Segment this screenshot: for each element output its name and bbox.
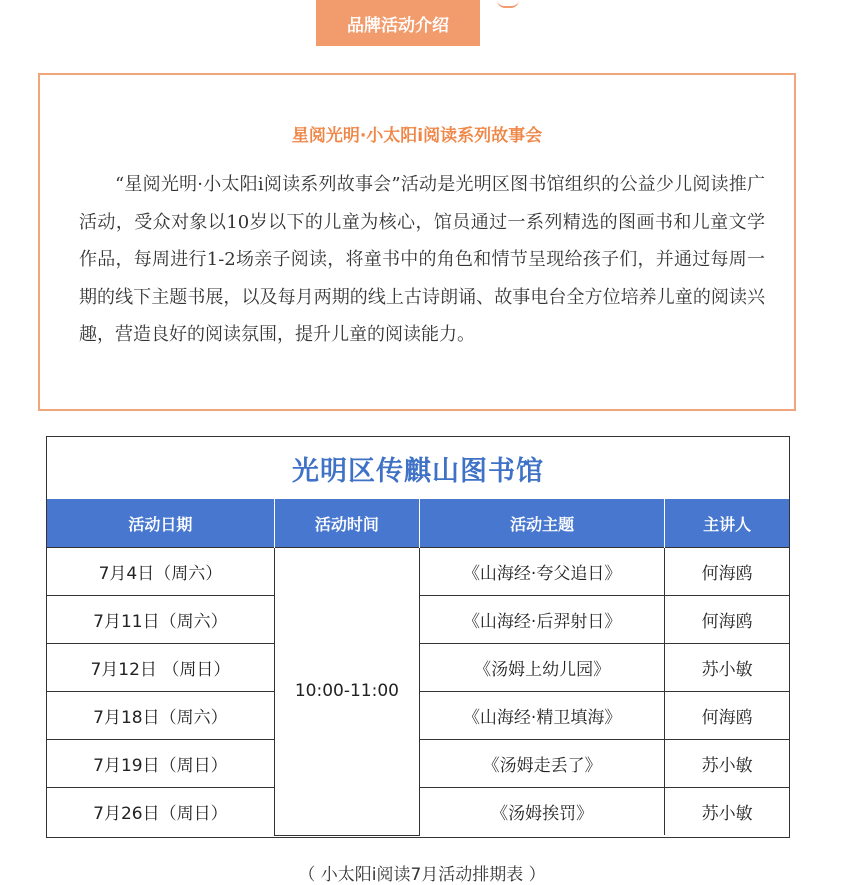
table-caption: （ 小太阳i阅读7月活动排期表 ） bbox=[298, 865, 546, 885]
schedule-table-panel bbox=[46, 436, 790, 838]
cell-theme: 《山海经·夸父追日》 bbox=[419, 548, 664, 596]
intro-box bbox=[38, 73, 796, 411]
decorative-swoosh bbox=[497, 0, 519, 8]
schedule-table bbox=[47, 499, 789, 836]
cell-speaker: 苏小敏 bbox=[665, 740, 789, 788]
column-header-time: 活动时间 bbox=[274, 499, 419, 548]
cell-speaker: 苏小敏 bbox=[665, 644, 789, 692]
cell-theme: 《汤姆挨罚》 bbox=[419, 788, 664, 836]
cell-date: 7月18日（周六） bbox=[47, 692, 274, 740]
cell-theme: 《山海经·精卫填海》 bbox=[419, 692, 664, 740]
cell-speaker: 苏小敏 bbox=[665, 788, 789, 836]
cell-theme: 《汤姆走丢了》 bbox=[419, 740, 664, 788]
table-header-row bbox=[47, 499, 789, 548]
cell-date: 7月4日（周六） bbox=[47, 548, 274, 596]
cell-speaker: 何海鸥 bbox=[665, 692, 789, 740]
cell-time-shared: 10:00-11:00 bbox=[274, 548, 419, 836]
cell-theme: 《汤姆上幼儿园》 bbox=[419, 644, 664, 692]
library-name: 光明区传麒山图书馆 bbox=[292, 455, 544, 487]
column-header-date: 活动日期 bbox=[47, 499, 274, 548]
intro-title: 星阅光明·小太阳i阅读系列故事会 bbox=[291, 126, 543, 146]
section-header-label: 品牌活动介绍 bbox=[316, 0, 480, 46]
cell-speaker: 何海鸥 bbox=[665, 596, 789, 644]
column-header-speaker: 主讲人 bbox=[665, 499, 789, 548]
cell-date: 7月12日 （周日） bbox=[47, 644, 274, 692]
table-row bbox=[47, 548, 789, 596]
cell-speaker: 何海鸥 bbox=[665, 548, 789, 596]
cell-date: 7月11日（周六） bbox=[47, 596, 274, 644]
cell-date: 7月19日（周日） bbox=[47, 740, 274, 788]
cell-theme: 《山海经·后羿射日》 bbox=[419, 596, 664, 644]
column-header-theme: 活动主题 bbox=[419, 499, 664, 548]
cell-date: 7月26日（周日） bbox=[47, 788, 274, 836]
intro-body: “星阅光明·小太阳i阅读系列故事会”活动是光明区图书馆组织的公益少儿阅读推广活动，受众对象以10岁以下的儿童为核心，馆员通过一系列精选的图画书和儿童文学作品，每周进行1-2场亲子阅读，将童书中的角色和情节呈现给孩子们，并通过每周一期的线下主题书展，以及每月两期的线上古诗朗诵、故事电台全方位培养儿童的阅读兴趣，营造良好的阅读氛围，提升儿童的阅读能力。 bbox=[79, 174, 765, 345]
